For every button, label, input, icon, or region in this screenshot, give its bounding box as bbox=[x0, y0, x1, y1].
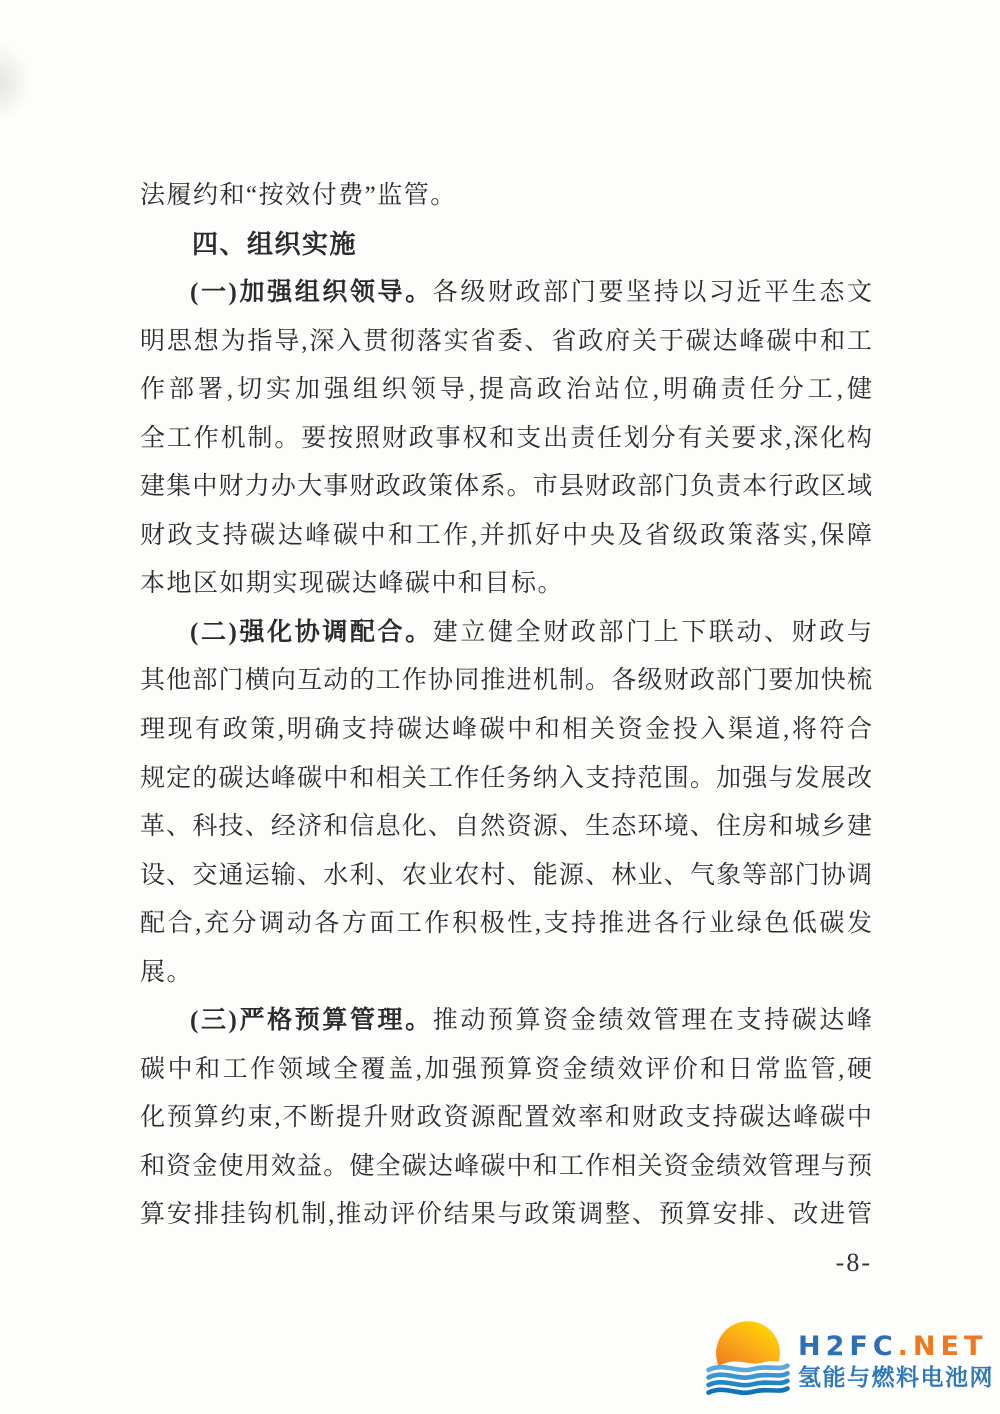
text-line bbox=[140, 1143, 872, 1192]
line-text: 作部署,切实加强组织领导,提高政治站位,明确责任分工,健 bbox=[140, 376, 872, 404]
paragraph-first-line bbox=[140, 997, 872, 1046]
line-text: 法履约和“按效付费”监管。 bbox=[140, 182, 457, 209]
logo-title-orange: .NET bbox=[897, 1330, 988, 1362]
line-text: 明思想为指导,深入贯彻落实省委、省政府关于碳达峰碳中和工 bbox=[140, 327, 872, 355]
line-text: 建立健全财政部门上下联动、财政与 bbox=[432, 618, 872, 646]
text-line bbox=[140, 803, 872, 852]
sun-over-waves-icon bbox=[706, 1317, 790, 1406]
text-line bbox=[140, 415, 872, 464]
line-text: 理现有政策,明确支持碳达峰碳中和相关资金投入渠道,将符合 bbox=[140, 716, 872, 744]
line-text: 革、科技、经济和信息化、自然资源、生态环境、住房和城乡建 bbox=[140, 813, 872, 841]
text-line bbox=[140, 900, 872, 949]
line-text: 本地区如期实现碳达峰碳中和目标。 bbox=[140, 570, 565, 598]
logo-text-block bbox=[798, 1332, 994, 1392]
paragraph-lead: (三)严格预算管理。 bbox=[190, 1007, 433, 1035]
text-line bbox=[140, 1046, 872, 1095]
page-number: -8- bbox=[835, 1248, 872, 1277]
text-line bbox=[140, 949, 872, 998]
text-line bbox=[140, 1094, 872, 1143]
line-text: 碳中和工作领域全覆盖,加强预算资金绩效评价和日常监管,硬 bbox=[140, 1055, 872, 1083]
scan-artifact bbox=[0, 42, 30, 122]
line-text: 建集中财力办大事财政政策体系。市县财政部门负责本行政区域 bbox=[140, 473, 872, 501]
line-text: 财政支持碳达峰碳中和工作,并抓好中央及省级政策落实,保障 bbox=[140, 521, 872, 549]
heading-text: 四、组织实施 bbox=[192, 229, 358, 259]
line-text: 其他部门横向互动的工作协同推进机制。各级财政部门要加快梳 bbox=[140, 667, 872, 695]
line-text: 和资金使用效益。健全碳达峰碳中和工作相关资金绩效管理与预 bbox=[140, 1152, 872, 1180]
logo-title bbox=[798, 1332, 994, 1362]
text-line bbox=[140, 366, 872, 415]
text-line bbox=[140, 706, 872, 755]
line-text: 各级财政部门要坚持以习近平生态文 bbox=[432, 279, 872, 307]
text-line bbox=[140, 1191, 872, 1240]
section-heading bbox=[140, 221, 872, 270]
line-text: 规定的碳达峰碳中和相关工作任务纳入支持范围。加强与发展改 bbox=[140, 764, 872, 792]
line-text: 展。 bbox=[140, 958, 194, 986]
document-body bbox=[140, 172, 872, 1240]
line-text: 配合,充分调动各方面工作积极性,支持推进各行业绿色低碳发 bbox=[140, 910, 872, 938]
text-line bbox=[140, 560, 872, 609]
text-line bbox=[140, 318, 872, 367]
logo-title-blue: H2FC bbox=[798, 1330, 898, 1362]
line-text: 推动预算资金绩效管理在支持碳达峰 bbox=[432, 1007, 872, 1035]
paragraph-lead: (二)强化协调配合。 bbox=[190, 618, 433, 646]
text-line bbox=[140, 463, 872, 512]
line-text: 算安排挂钩机制,推动评价结果与政策调整、预算安排、改进管 bbox=[140, 1201, 872, 1229]
line-text: 全工作机制。要按照财政事权和支出责任划分有关要求,深化构 bbox=[140, 424, 872, 452]
logo-subtitle: 氢能与燃料电池网 bbox=[798, 1364, 994, 1391]
line-text: 设、交通运输、水利、农业农村、能源、林业、气象等部门协调 bbox=[140, 861, 872, 889]
text-line bbox=[140, 657, 872, 706]
paragraph-first-line bbox=[140, 609, 872, 658]
h2fc-logo bbox=[706, 1317, 994, 1406]
paragraph-lead: (一)加强组织领导。 bbox=[190, 279, 433, 307]
line-text: 化预算约束,不断提升财政资源配置效率和财政支持碳达峰碳中 bbox=[140, 1104, 872, 1132]
text-line bbox=[140, 172, 872, 221]
text-line bbox=[140, 755, 872, 804]
text-line bbox=[140, 512, 872, 561]
paragraph-first-line bbox=[140, 269, 872, 318]
text-line bbox=[140, 852, 872, 901]
